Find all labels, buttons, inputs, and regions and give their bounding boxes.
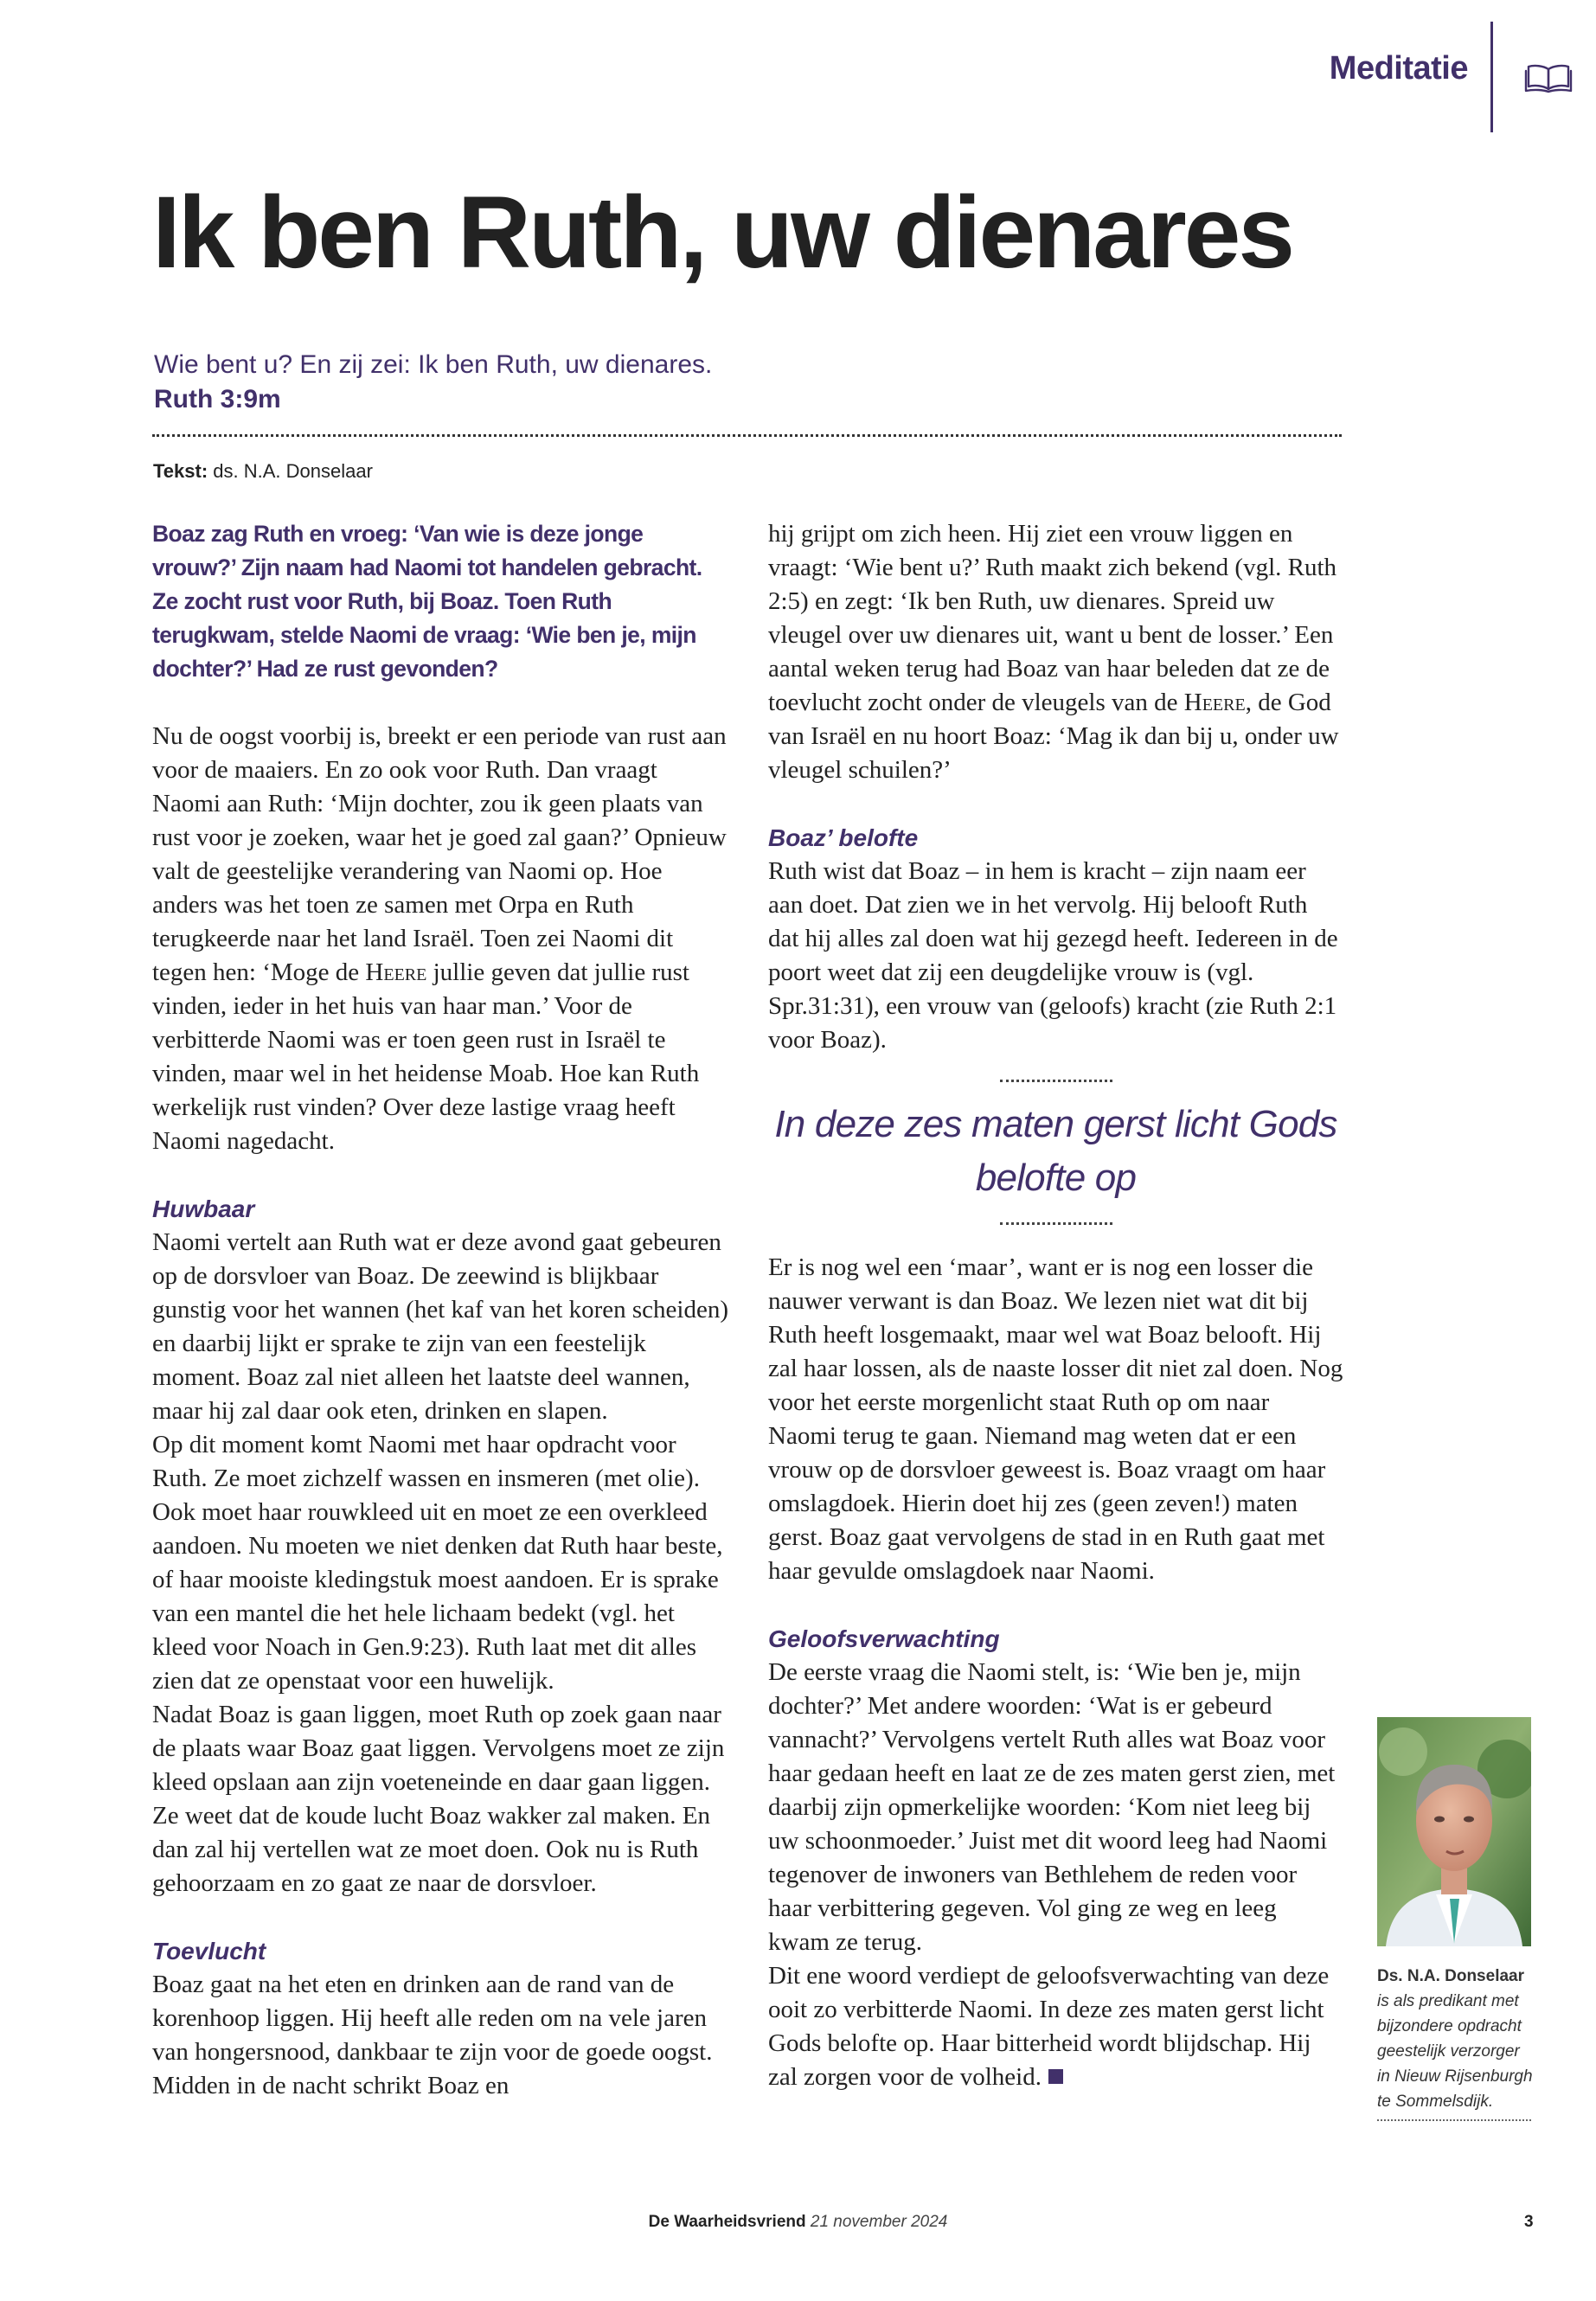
body-paragraph: Op dit moment komt Naomi met haar opdracht voor Ruth. Ze moet zichzelf wassen en insmeren (met olie). Ook moet haar rouwkleed uit en moet ze een overkleed aandoen. Nu moeten we niet denken dat Ruth haar beste, of haar mooiste kledingstuk moest aandoen. Er is sprake van een mantel die het hele lichaam bedekt (vgl. het kleed voor Noach in Gen.9:23). Ruth laat met dit alles zien dat ze openstaat voor een huwelijk.	[152, 1431, 723, 1695]
page-footer	[0, 2213, 1596, 2232]
body-paragraph: Nu de oogst voorbij is, breekt er een periode van rust aan voor de maaiers. En zo ook voor Ruth. Dan vraagt Naomi aan Ruth: ‘Mijn dochter, zou ik geen plaats van rust voor je zoeken, waar het je goed zal gaan?’ Opnieuw valt de geestelijke verandering van Naomi op. Hoe anders was het toen ze samen met Orpa en Ruth terugkeerde naar het land Israël. Toen zei Naomi dit tegen hen: ‘Moge de Heere jullie geven dat jullie rust vinden, ieder in het huis van haar man.’ Voor de verbitterde Naomi was er toen geen rust in Israël te vinden, maar wel in het heidense Moab. Hoe kan Ruth werkelijk rust vinden? Over deze lastige vraag heeft Naomi nagedacht.	[152, 722, 727, 1155]
end-mark	[1048, 2069, 1063, 2084]
article-title: Ik ben Ruth, uw dienares	[152, 176, 1293, 290]
pull-quote-dots-bottom	[1000, 1222, 1112, 1225]
caption-divider	[1377, 2119, 1531, 2121]
header-divider	[1490, 22, 1493, 132]
bible-quote: Wie bent u? En zij zei: Ik ben Ruth, uw dienares.	[154, 350, 713, 379]
subheading-geloofsverwachting: Geloofsverwachting	[768, 1625, 1000, 1652]
body-paragraph: Boaz gaat na het eten en drinken aan de rand van de korenhoop liggen. Hij heeft alle reden om na vele jaren van hongersnood, dankbaar te zijn voor de goede oogst. Midden in de nacht schrikt Boaz en	[152, 1971, 713, 2099]
body-paragraph: Ruth wist dat Boaz – in hem is kracht – zijn naam eer aan doet. Dat zien we in het vervolg. Hij belooft Ruth dat hij alles zal doen wat hij gezegd heeft. Iedereen in de poort weet dat zij een deugdelijke vrouw is (vgl. Spr.31:31), een vrouw van (geloofs) kracht (zie Ruth 2:1 voor Boaz).	[768, 857, 1338, 1054]
author-name: Ds. N.A. Donselaar	[1377, 1967, 1524, 1985]
article-column-right	[768, 517, 1343, 2094]
byline	[153, 460, 373, 483]
article-column-left	[152, 517, 728, 2103]
body-paragraph: hij grijpt om zich heen. Hij ziet een vrouw liggen en vraagt: ‘Wie bent u?’ Ruth maakt zich bekend (vgl. Ruth 2:5) en zegt: ‘Ik ben Ruth, uw dienares. Spreid uw vleugel over uw dienares uit, want u bent de losser.’ Een aantal weken terug had Boaz van haar beleden dat ze de toevlucht zocht onder de vleugels van de Heere, de God van Israël en nu hoort Boaz: ‘Mag ik dan bij u, onder uw vleugel schuilen?’	[768, 520, 1339, 784]
body-paragraph: De eerste vraag die Naomi stelt, is: ‘Wie ben je, mijn dochter?’ Met andere woorden: ‘Wat is er gebeurd vannacht?’ Vervolgens vertelt Ruth alles wat Boaz voor haar gedaan heeft en laat ze de zes maten gerst zien, met daarbij zijn opmerkelijke woorden: ‘Kom niet leeg bij uw schoonmoeder.’ Juist met dit woord leeg had Naomi tegenover de inwoners van Bethlehem de reden voor haar verbittering gegeven. Vol ging ze weg en leeg kwam ze terug.	[768, 1658, 1336, 1956]
pull-quote-dots-top	[1000, 1080, 1112, 1082]
byline-label: Tekst:	[153, 460, 208, 482]
body-paragraph: Naomi vertelt aan Ruth wat er deze avond gaat gebeuren op de dorsvloer van Boaz. De zeewind is blijkbaar gunstig voor het wannen (het kaf van het koren scheiden) en daarbij lijkt er sprake te zijn van een feestelijk moment. Boaz zal niet alleen het laatste deel wannen, maar hij zal daar ook eten, drinken en slapen.	[152, 1228, 728, 1425]
author-bio: is als predikant met bijzondere opdracht geestelijk verzorger in Nieuw Rijsenburgh te Sommelsdijk.	[1377, 1992, 1533, 2111]
intro-paragraph: Boaz zag Ruth en vroeg: ‘Van wie is deze jonge vrouw?’ Zijn naam had Naomi tot handelen gebracht. Ze zocht rust voor Ruth, bij Boaz. Toen Ruth terugkwam, stelde Naomi de vraag: ‘Wie ben je, mijn dochter?’ Had ze rust gevonden?	[152, 521, 702, 682]
bible-reference: Ruth 3:9m	[154, 385, 281, 413]
lord-smallcaps: Heere	[1183, 689, 1246, 716]
body-paragraph: Nadat Boaz is gaan liggen, moet Ruth op zoek gaan naar de plaats waar Boaz gaat liggen. Vervolgens moet ze zijn kleed opslaan aan zijn voeteneinde en daar gaan liggen. Ze weet dat de koude lucht Boaz wakker zal maken. En dan zal hij vertellen wat ze moet doen. Ook nu is Ruth gehoorzaam en zo gaat ze naar de dorsvloer.	[152, 1701, 725, 1897]
publication-name: De Waarheidsvriend	[648, 2213, 806, 2231]
subheading-huwbaar: Huwbaar	[152, 1195, 255, 1222]
open-book-icon	[1524, 61, 1573, 95]
issue-date: 21 november 2024	[810, 2213, 948, 2231]
body-paragraph: Er is nog wel een ‘maar’, want er is nog een losser die nauwer verwant is dan Boaz. We lezen niet wat dit bij Ruth heeft losgemaakt, maar wel wat Boaz belooft. Hij zal haar lossen, als de naaste losser dit niet zal doen. Nog voor het eerste morgenlicht staat Ruth op om naar Naomi terug te gaan. Niemand mag weten dat er een vrouw op de dorsvloer geweest is. Boaz vraagt om haar omslagdoek. Hierin doet hij zes (geen zeven!) maten gerst. Boaz gaat vervolgens de stad in en Ruth gaat met haar gevulde omslagdoek naar Naomi.	[768, 1253, 1343, 1585]
section-label: Meditatie	[1329, 50, 1468, 87]
body-paragraph-final: Dit ene woord verdiept de geloofsverwachting van deze ooit zo verbitterde Naomi. In deze zes maten gerst licht Gods belofte op. Haar bitterheid wordt blijdschap. Hij zal zorgen voor de volheid.	[768, 1962, 1330, 2091]
subheading-belofte: Boaz’ belofte	[768, 824, 919, 851]
dotted-divider	[152, 434, 1342, 437]
pull-quote-text: In deze zes maten gerst licht Gods belofte op	[774, 1103, 1337, 1199]
subheading-toevlucht: Toevlucht	[152, 1938, 266, 1965]
author-caption	[1377, 1964, 1533, 2121]
page-number: 3	[1524, 2213, 1534, 2231]
pull-quote	[768, 1080, 1343, 1225]
lord-smallcaps: Heere	[365, 958, 427, 986]
author-photo	[1377, 1717, 1531, 1946]
byline-author: ds. N.A. Donselaar	[213, 460, 373, 482]
